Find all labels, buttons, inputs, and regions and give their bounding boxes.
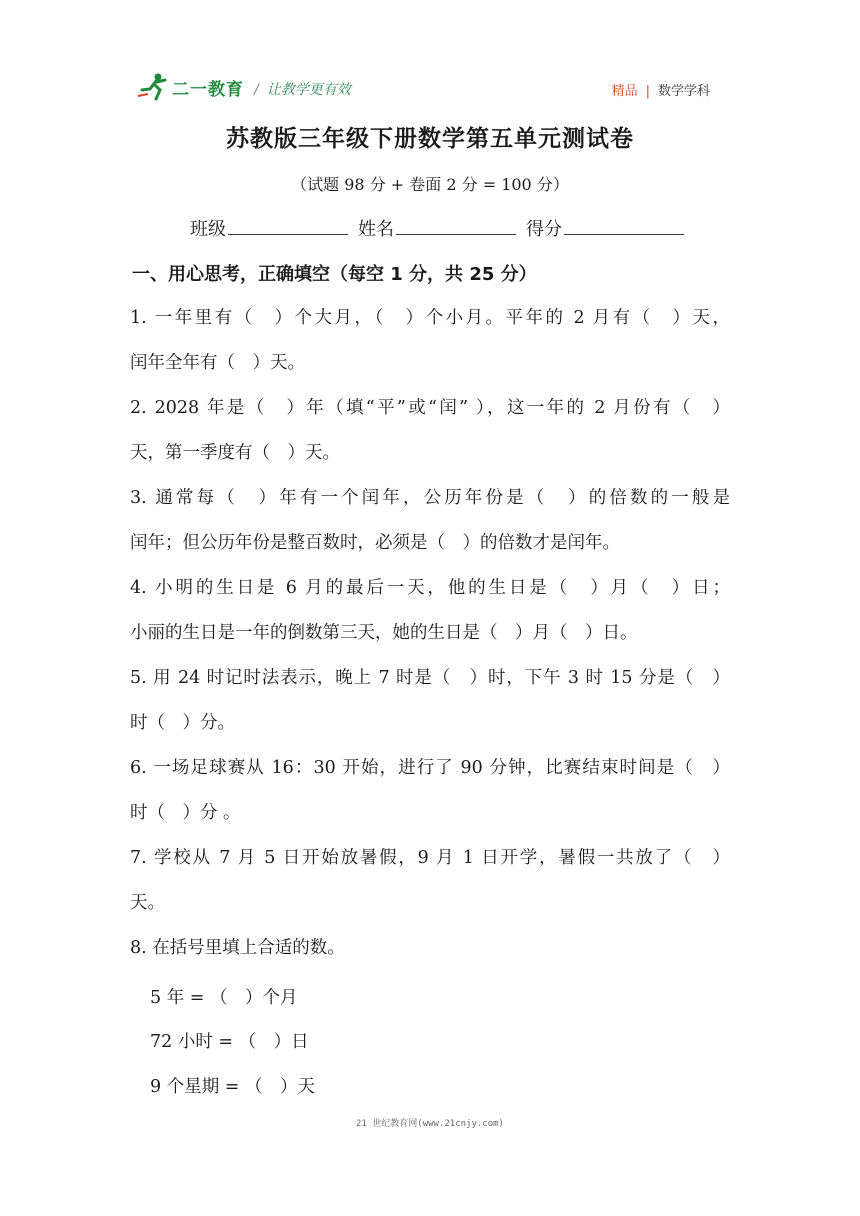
page-footer: 21 世纪教育网(www.21cnjy.com) (356, 1119, 504, 1129)
score-blank (564, 217, 684, 235)
score-field (526, 215, 684, 241)
section-heading: 一、用心思考，正确填空（每空 1 分，共 25 分） (132, 264, 537, 285)
score-breakdown: （试题 98 分 + 卷面 2 分 = 100 分） (291, 175, 569, 194)
class-blank (228, 217, 348, 235)
question-7 (130, 836, 730, 926)
q8-item: 72 小时 = （ ）日 (150, 1032, 309, 1052)
question-line: 3. 通常每（ ）年有一个闰年，公历年份是（ ）的倍数的一般是 (130, 488, 730, 508)
question-line: 天，第一季度有（ ）天。 (130, 443, 340, 463)
subject-label: 数学学科 (657, 84, 710, 99)
q8-item: 5 年 = （ ）个月 (150, 988, 298, 1008)
question-line: 闰年全年有（ ）天。 (130, 353, 305, 373)
logo-text: 二一教育 (172, 79, 244, 100)
name-blank (396, 217, 516, 235)
question-line: 时（ ）分 。 (130, 803, 241, 823)
question-8 (130, 926, 730, 971)
name-label: 姓名 (358, 219, 394, 240)
question-line: 7. 学校从 7 月 5 日开始放暑假，9 月 1 日开学，暑假一共放了（ ） (130, 848, 730, 868)
page-title: 苏教版三年级下册数学第五单元测试卷 (226, 125, 634, 152)
brand-logo (136, 72, 244, 102)
question-6 (130, 746, 730, 836)
question-1 (130, 296, 730, 386)
question-line: 4. 小明的生日是 6 月的最后一天，他的生日是（ ）月（ ）日； (130, 578, 730, 598)
question-line: 小丽的生日是一年的倒数第三天，她的生日是（ ）月（ ）日。 (130, 623, 638, 643)
question-4 (130, 566, 730, 656)
quality-label: 精品 (611, 84, 638, 99)
question-line: 闰年；但公历年份是整百数时，必须是（ ）的倍数才是闰年。 (130, 533, 620, 553)
score-label: 得分 (526, 219, 562, 240)
question-5 (130, 656, 730, 746)
question-line: 8. 在括号里填上合适的数。 (130, 938, 345, 958)
question-2 (130, 386, 730, 476)
question-3 (130, 476, 730, 566)
page-header (136, 72, 714, 106)
question-line: 6. 一场足球赛从 16：30 开始，进行了 90 分钟，比赛结束时间是（ ） (130, 758, 730, 778)
question-line: 时（ ）分。 (130, 713, 235, 733)
question-line: 1. 一年里有（ ）个大月，（ ）个小月。平年的 2 月有（ ）天， (130, 308, 730, 328)
class-label: 班级 (190, 219, 226, 240)
class-field (190, 215, 348, 241)
name-field (358, 215, 516, 241)
slogan-text: 让教学更有效 (266, 82, 351, 98)
question-line: 天。 (130, 893, 165, 913)
slogan: / 让教学更有效 (254, 82, 351, 98)
question-line: 2. 2028 年是（ ）年（填“平”或“闰” ），这一年的 2 月份有（ ） (130, 398, 730, 418)
header-subject: 精品 | 数学学科 (611, 84, 710, 99)
q8-item: 9 个星期 = （ ）天 (150, 1077, 315, 1097)
student-info (190, 215, 694, 241)
question-line: 5. 用 24 时记时法表示，晚上 7 时是（ ）时，下午 3 时 15 分是（ ） (130, 668, 730, 688)
runner-logo-icon (136, 72, 170, 102)
